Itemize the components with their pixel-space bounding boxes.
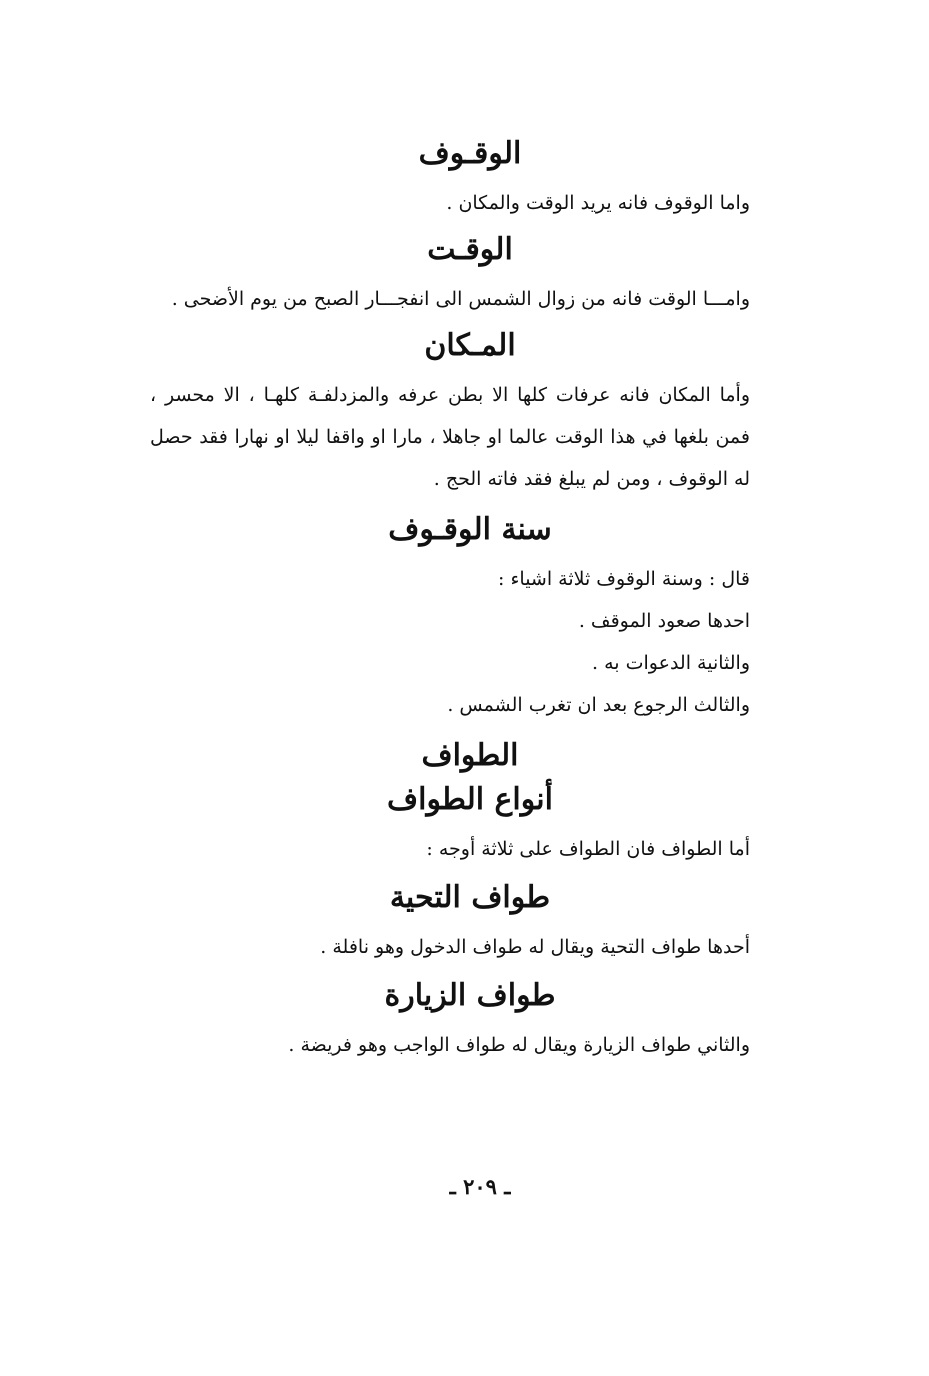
sunna-item-2: والثانية الدعوات به .: [592, 652, 750, 674]
heading-sunnat-al-wuquf: سنة الوقـوف: [388, 512, 552, 547]
text-column: [150, 120, 750, 1066]
sunna-item-3: والثالث الرجوع بعد ان تغرب الشمس .: [447, 694, 750, 716]
heading-makan: المـكان: [424, 328, 516, 363]
sunna-item-1: احدها صعود الموقف .: [578, 610, 750, 632]
page-number: ـ ٢٠٩ ـ: [449, 1174, 511, 1199]
heading-tawaf-al-tahiyya: طواف التحية: [389, 880, 551, 915]
paragraph-tahiyya: أحدها طواف التحية ويقال له طواف الدخول وهو نافلة .: [320, 936, 750, 958]
heading-wuquf: الوقـوف: [418, 136, 522, 171]
paragraph-wuquf: واما الوقوف فانه يريد الوقت والمكان .: [446, 192, 750, 214]
heading-tawaf-al-ziyara: طواف الزيارة: [384, 978, 556, 1013]
paragraph-ziyara: والثاني طواف الزيارة ويقال له طواف الواجب وهو فريضة .: [288, 1034, 750, 1056]
paragraph-waqt: وامـــا الوقت فانه من زوال الشمس الى انفجـــار الصبح من يوم الأضحى .: [171, 288, 750, 310]
sunna-intro: قال : وسنة الوقوف ثلاثة اشياء :: [498, 568, 750, 590]
paragraph-makan: وأما المكان فانه عرفات كلها الا بطن عرفه والمزدلفـة كلهـا ، الا محسر ، فمن بلغها في هذا الوقت عالما او جاهلا ، مارا او واقفا ليلا او نهارا فقد حصل له الوقوف ، ومن لم يبلغ فقد فاته الحج .: [150, 384, 750, 490]
heading-waqt: الوقـت: [427, 232, 513, 267]
paragraph-anwa: أما الطواف فان الطواف على ثلاثة أوجه :: [426, 838, 750, 860]
heading-anwa-al-tawaf: أنواع الطواف: [387, 782, 553, 817]
heading-tawaf: الطواف: [421, 738, 519, 773]
